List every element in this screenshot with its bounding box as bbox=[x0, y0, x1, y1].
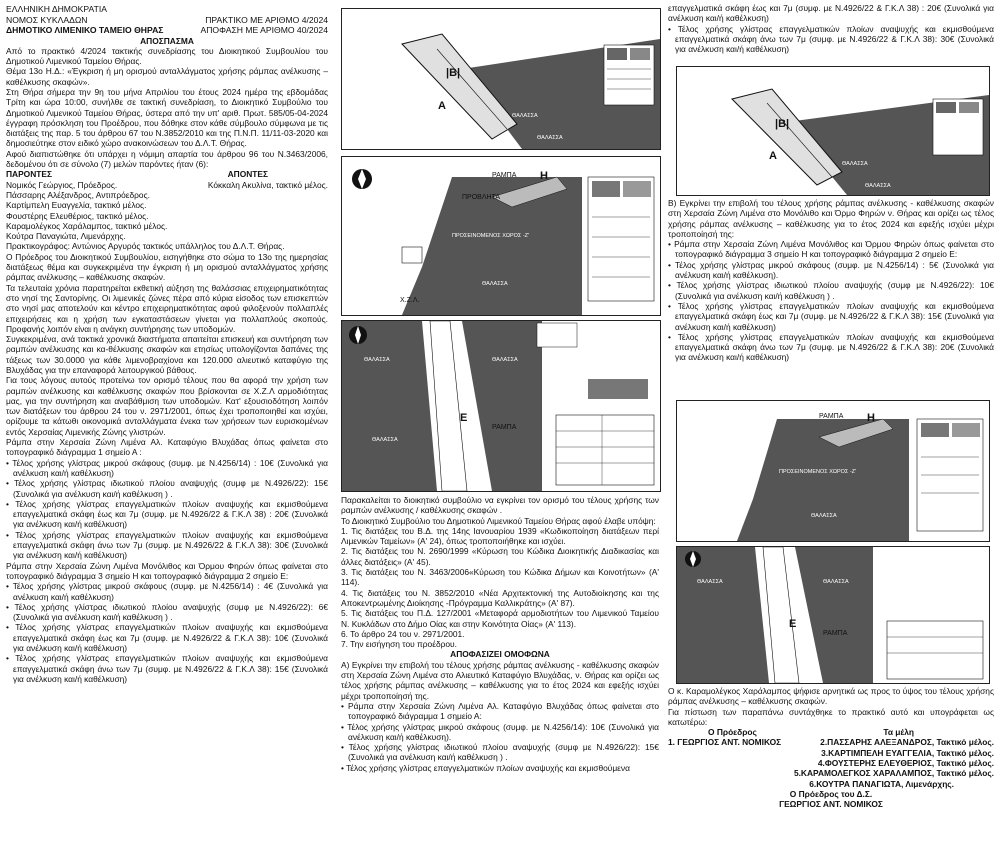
authority-name: ΔΗΜΟΤΙΚΟ ΛΙΜΕΝΙΚΟ ΤΑΜΕΙΟ ΘΗΡΑΣ bbox=[6, 25, 164, 35]
signature-headings bbox=[668, 727, 994, 737]
law-item: 3. Τις διατάξεις του Ν. 3463/2006«Κύρωση του Κώδικα Δήμων και Κοινοτήτων» (Α' 114). bbox=[341, 567, 659, 588]
promenade-label: ΠΡΟΒΛΗΤΑ bbox=[462, 194, 500, 201]
fee-item: • Τέλος χρήσης γλίστρας μικρού σκάφους (συμφ. με Ν.4256/14) : 5€ (Συνολικά για ανέλκυση και/ή καθέλκυση). bbox=[668, 259, 994, 281]
sea-label: ΘΑΛΑΣΣΑ bbox=[512, 113, 538, 119]
sea-area bbox=[462, 321, 542, 491]
law-item: 4. Τις διατάξεις του Ν. 3852/2010 «Νέα Αρχιτεκτονική της Αυτοδιοίκησης και της Αποκεντρωμένης Διοίκησης -Πρόγραμμα Καλλικράτης» (Α' 87). bbox=[341, 587, 659, 608]
document-title: ΑΠΟΣΠΑΣΜΑ bbox=[140, 35, 194, 46]
topographic-map-1 bbox=[341, 8, 661, 150]
fee-item: • Τέλος χρήσης γλίστρας επαγγελματικών πλοίων αναψυχής και εκμισθούμενα επαγγελματικά σκάφη άνω των 7μ (συμφ. με Ν.4926/22 & Γ.Κ.Λ 38): 30€ (Συνολικά για ανέλκυση και/ή καθέλκυση) bbox=[668, 23, 994, 55]
law-item: 5. Τις διατάξεις του Π.Δ. 127/2001 «Μεταφορά αρμοδιοτήτων του Λιμενικού Ταμείου Ν. Κυκλάδων στο Δήμο Οίας και στην Κοινότητα Οίας» (Α' 113). bbox=[341, 608, 659, 629]
minutes-number: ΠΡΑΚΤΙΚΟ ΜΕ ΑΡΙΘΜΟ 4/2024 bbox=[205, 14, 328, 25]
sea-label: ΘΑΛΑΣΣΑ bbox=[364, 357, 390, 363]
law-item: 2. Τις διατάξεις του Ν. 2690/1999 «Κύρωση του Κώδικα Διοικητικής Διαδικασίας και άλλες διατάξεις» (Α' 45). bbox=[341, 546, 659, 567]
ramp-monolithos-heading: Ράμπα στην Χερσαία Ζώνη Λιμένα Μονόλιθος και Όρμου Φηρών όπως φαίνεται στο τοπογραφικό διάγραμμα 3 σημείο Η και τοπογραφικό διάγραμμα 2 σημείο Ε: bbox=[6, 560, 328, 581]
area-label-h: Η bbox=[867, 412, 875, 424]
signature-row-1 bbox=[668, 737, 994, 747]
chair-proposal-paragraph: Ο Πρόεδρος του Διοικητικού Συμβουλίου, εισηγήθηκε στο σώμα το 13ο της ημερησίας διατάξεως θέμα και συγκεκριμένα την έγκριση ή μη ορισμού ανταλλάγματος χρήσης ράμπας ανέλκυσης – καθέλκυσης σκαφών. bbox=[6, 251, 328, 283]
considering-paragraph: Το Διοικητικό Συμβούλιο του Δημοτικού Λιμενικού Ταμείου Θήρας αφού έλαβε υπόψη: bbox=[341, 515, 656, 526]
present-member: Κούτρα Παναγιώτα, Λιμενάρχης. bbox=[6, 231, 126, 242]
law-item: 7. Την εισήγηση του προέδρου. bbox=[341, 639, 457, 650]
request-paragraph: Παρακαλείται το διοικητικό συμβούλιο να εγκρίνει τον ορισμό του τέλους χρήσης των ραμπών ανέλκυσης / καθέλκυσης σκαφών . bbox=[341, 495, 659, 516]
prefecture-text: ΝΟΜΟΣ ΚΥΚΛΑΔΩΝ bbox=[6, 14, 88, 25]
topographic-map-3-copy bbox=[676, 400, 990, 542]
negative-vote-paragraph: Ο κ. Καραμολέγκος Χαράλαμπος ψήφισε αρνητικά ως προς το ύψος του τέλους χρήσης ράμπας ανέλκυσης – καθέλκυσης σκαφών. bbox=[668, 686, 994, 707]
area-label-b: |Β| bbox=[446, 67, 461, 79]
ramp-label: ΡΑΜΠΑ bbox=[492, 172, 517, 179]
member-name: 6.ΚΟΥΤΡΑ ΠΑΝΑΓΙΩΤΑ, Λιμενάρχης. bbox=[809, 778, 954, 789]
area-label-e: Ε bbox=[789, 618, 797, 630]
ramp-monolithos-item: • Ράμπα στην Χερσαία Ζώνη Λιμένα Μονόλιθος και Όρμου Φηρών όπως φαίνεται στο τοπογραφικό διάγραμμα 3 σημείο Η και τοπογραφικό διάγραμμα 2 σημείο Ε: bbox=[668, 239, 994, 260]
certification-paragraph: Για πίστωση των παραπάνω συντάχθηκε το πρακτικό αυτό και υπογράφεται ως κατωτέρω: bbox=[668, 706, 994, 727]
area-label-a: Α bbox=[769, 150, 777, 162]
header-row-3 bbox=[6, 25, 328, 36]
clerk-line: Πρακτικογράφος: Αντώνιος Αργυρός τακτικός υπάλληλος του Δ.Λ.Τ. Θήρας. bbox=[6, 241, 285, 252]
member-name: 2.ΠΑΣΣΑΡΗΣ ΑΛΕΞΑΝΔΡΟΣ, Τακτικό μέλος. bbox=[820, 737, 994, 748]
sea-label: ΘΑΛΑΣΣΑ bbox=[865, 183, 891, 189]
fee-item-continued: επαγγελματικά σκάφη έως και 7μ (συμφ. με Ν.4926/22 & Γ.Κ.Λ 38) : 20€ (Συνολικά για ανέλκυση και/ή καθέλκυση) bbox=[668, 3, 994, 24]
left-column bbox=[6, 4, 328, 856]
present-member: Καραμολέγκος Χαράλαμπος, τακτικό μέλος. bbox=[6, 220, 168, 231]
fee-item: • Τέλος χρήσης γλίστρας ιδιωτικού πλοίου αναψυχής (συμφ με Ν.4926/22): 10€ (Συνολικά για ανέλκυση και/ή καθέλκυση ) . bbox=[668, 280, 994, 301]
chair-footer-name: ΓΕΩΡΓΙΟΣ ΑΝΤ. ΝΟΜΙΚΟΣ bbox=[779, 799, 883, 810]
decision-a-paragraph: Α) Εγκρίνει την επιβολή του τέλους χρήσης ράμπας ανέλκυσης - καθέλκυσης σκαφών στη Χερσαία Ζώνη Λιμένα στο Αλιευτικό Καταφύγιο Βλυχάδας, ν. Θήρας και ορίζει ως τέλος χρήσης ράμπας ανέλκυσης – καθέλκυσης για το έτος 2024 και εφεξής ισχύει μέχρι τροποποίησή της. bbox=[341, 659, 659, 701]
present-member: Φουστέρης Ελευθέριος, τακτικό μέλος. bbox=[6, 210, 149, 221]
chair-name: 1. ΓΕΩΡΓΙΟΣ ΑΝΤ. ΝΟΜΙΚΟΣ bbox=[668, 737, 782, 748]
proposal-paragraph: Για τους λόγους αυτούς προτείνω τον ορισμό τέλους που θα αφορά την χρήση των ραμπών ανέλκυσης και καθέλκυσης σκαφών που βρίσκονται σε Χ.Ζ.Λ αρμοδιότητας μας, για την συντήρηση και αναβάθμιση των υποδομών. Κατ' εξουσιοδότηση λοιπόν των διατάξεων του άρθρου 24 του ν. 2971/2001, όπως έχει τροποποιηθεί και ισχύει, ορίζουμε τα κάτωθι οικονομικά ανταλλάγματα ένεκα των χρήσεων των ευρισκομένων εντός Χερσαίας Λιμενικής Ζώνης γλιστρών. bbox=[6, 375, 328, 437]
right-middle-text bbox=[668, 198, 994, 394]
ramp-vlychada-item: • Ράμπα στην Χερσαία Ζώνη Λιμένα Αλ. Καταφύγιο Βλυχάδας όπως φαίνεται στο τοπογραφικό διάγραμμα 1 σημείο Α: bbox=[341, 700, 659, 722]
topographic-map-2 bbox=[341, 320, 661, 492]
chair-footer-title: Ο Πρόεδρος του Δ.Σ. bbox=[789, 788, 873, 799]
sea-area bbox=[342, 321, 437, 491]
area-label-h: Η bbox=[540, 170, 548, 182]
law-item: 6. Το άρθρο 24 του ν. 2971/2001. bbox=[341, 628, 465, 639]
header-row-2 bbox=[6, 15, 328, 26]
law-item: 1. Τις διατάξεις του Β.Δ. της 14ης Ιανουαρίου 1939 «Κωδικοποίηση διατάξεων περί Λιμενικών Ταμείων» (Α' 24), όπως τροποποιήθηκε και ισχύει. bbox=[341, 525, 659, 547]
meeting-paragraph: Στη Θήρα σήμερα την 9η του μήνα Απριλίου του έτους 2024 ημέρα της εβδομάδας Τρίτη και ώρα 10:00, συνήλθε σε τακτική συνεδρίαση, το Διοικητικό Συμβούλιο του Δημοτικού Λιμενικού Ταμείου Θήρας, ύστερα από την υπ' αριθ. Πρωτ. 585/05-04-2024 έγγραφη πρόσκληση του Προέδρου, που δόθηκε στον κάθε σύμβουλο σύμφωνα με τις διατάξεις της παρ. 5 του άρθρου 67 του Ν.3852/2010 και της Π.Ν.Π. 11/11-03-2020 και δημοσιεύτηκε στον ειδικό χώρο ανακοινώσεων του Δ.Λ.Τ. Θήρας. bbox=[6, 86, 328, 149]
fee-item: • Τέλος χρήσης γλίστρας επαγγελματικών πλοίων αναψυχής και εκμισθούμενα επαγγελματικά σκάφη έως και 7μ (συμφ. με Ν.4926/22 & Γ.Κ.Λ 38): 15€ (Συνολικά για ανέλκυση και/ή καθέλκυση) bbox=[668, 300, 994, 332]
topographic-map-1-copy bbox=[676, 66, 990, 196]
subject-paragraph: Θέμα 13ο Η.Δ.: «Έγκριση ή μη ορισμού ανταλλάγματος χρήσης ράμπας ανέλκυσης – καθέλκυσης σκαφών». bbox=[6, 66, 328, 87]
fee-item: • Τέλος χρήσης γλίστρας επαγγελματικών πλοίων αναψυχής και εκμισθούμενα επαγγελματικά σκάφη άνω των 7μ (συμφ. με Ν.4926/22 & Γ.Κ.Λ 38): 15€ (Συνολικά για ανέλκυση και/ή καθέλκυση) bbox=[6, 653, 328, 684]
sea-label: ΘΑΛΑΣΣΑ bbox=[372, 437, 398, 443]
fee-item: • Τέλος χρήσης γλίστρας μικρού σκάφους (συμφ. με Ν.4256/14) : 4€ (Συνολικά για ανέλκυση και/ή καθέλκυση) bbox=[6, 581, 328, 602]
fee-item: • Τέλος χρήσης γλίστρας επαγγελματικών πλοίων αναψυχής και εκμισθούμενα επαγγελματικά σκάφη έως και 7μ (συμφ. με Ν.4926/22 & Γ.Κ.Λ 38) : 20€ (Συνολικά για ανέλκυση και/ή καθέλκυση) bbox=[6, 498, 328, 530]
area-label-b: |Β| bbox=[775, 118, 790, 130]
area-label-e: Ε bbox=[460, 412, 468, 424]
ramp-label: ΡΑΜΠΑ bbox=[823, 630, 848, 637]
fee-item: • Τέλος χρήσης γλίστρας επαγγελματικών πλοίων αναψυχής και εκμισθούμενα bbox=[341, 762, 630, 773]
absent-heading: ΑΠΟΝΤΕΣ bbox=[227, 169, 268, 180]
members-heading: Τα μέλη bbox=[883, 727, 914, 738]
sea-label: ΘΑΛΑΣΣΑ bbox=[697, 579, 723, 585]
present-member: Πάσσαρης Αλέξανδρος, Αντιπρόεδρος. bbox=[6, 189, 150, 200]
fee-item: • Τέλος χρήσης γλίστρας επαγγελματικών πλοίων αναψυχής και εκμισθούμενα επαγγελματικά σκάφη άνω των 7μ (συμφ. με Ν.4926/22 & Γ.Κ.Λ 38): 20€ (Συνολικά για ανέλκυση και/ή καθέλκυση) bbox=[668, 331, 994, 363]
title-block bbox=[887, 621, 983, 679]
attendance-headings bbox=[6, 169, 328, 179]
right-top-text bbox=[668, 3, 994, 63]
intro-paragraph: Από το πρακτικό 4/2024 τακτικής συνεδρίασης του Διοικητικού Συμβουλίου του Δημοτικού Λιμενικού Ταμείου Θήρας. bbox=[6, 45, 328, 67]
sea-label: ΘΑΛΑΣΣΑ bbox=[811, 513, 837, 519]
area-label-a: Α bbox=[438, 100, 446, 112]
fee-item: • Τέλος χρήσης γλίστρας ιδιωτικού πλοίου αναψυχής (συμφ με Ν.4926/22): 15€ (Συνολικά για ανέλκυση και/ή καθέλκυση ) . bbox=[6, 478, 328, 499]
quorum-paragraph: Αφού διαπιστώθηκε ότι υπάρχει η νόμιμη απαρτία του άρθρου 96 του Ν.3463/2006, δεδομένου ότι σε σύνολο (7) μελών παρόντες ήταν (6): bbox=[6, 148, 328, 170]
ramp-label: ΡΑΜΠΑ bbox=[819, 413, 844, 420]
present-heading: ΠΑΡΟΝΤΕΣ bbox=[6, 169, 52, 180]
decision-number: ΑΠΟΦΑΣΗ ΜΕ ΑΡΙΘΜΟ 40/2024 bbox=[200, 25, 328, 35]
present-member: Νομικός Γεώργιος, Πρόεδρος. bbox=[6, 179, 118, 190]
attendance-first-row bbox=[6, 180, 328, 190]
header-row-1 bbox=[6, 4, 328, 15]
decision-b-paragraph: Β) Εγκρίνει την επιβολή του τέλους χρήσης ράμπας ανέλκυσης - καθέλκυσης σκαφών στη Χερσαία Ζώνη Λιμένα στο Μονόλιθο και Όρμο Φηρών ν. Θήρας και ορίζει ως τέλος χρήσης ράμπας ανέλκυσης – καθέλκυσης για το έτος 2024 και εφεξής ισχύει μέχρι τροποποίησή της: bbox=[668, 198, 994, 239]
title-block bbox=[556, 415, 654, 485]
fee-item: • Τέλος χρήσης γλίστρας ιδιωτικού πλοίου αναψυχής (συμφ με Ν.4926/22): 15€ (Συνολικά για ανέλκυση και/ή καθέλκυση ) . bbox=[341, 742, 659, 763]
member-name: 5.ΚΑΡΑΜΟΛΕΓΚΟΣ ΧΑΡΑΛΑΜΠΟΣ, Τακτικό μέλος. bbox=[793, 768, 994, 779]
sea-label: ΘΑΛΑΣΣΑ bbox=[823, 579, 849, 585]
fee-item: • Τέλος χρήσης γλίστρας επαγγελματικών πλοίων αναψυχής και εκμισθούμενα επαγγελματικά σκάφη άνω των 7μ (συμφ. με Ν.4926/22 & Γ.Κ.Λ 38): 30€ (Συνολικά για ανέλκυση και/ή καθέλκυση) bbox=[6, 529, 328, 561]
member-name: 3.ΚΑΡΤΙΜΠΕΛΗ ΕΥΑΓΓΕΛΙΑ, Τακτικό μέλος. bbox=[821, 747, 994, 758]
sea-label: ΘΑΛΑΣΣΑ bbox=[537, 135, 563, 141]
chair-heading: Ο Πρόεδρος bbox=[708, 727, 757, 738]
sea-label: ΘΑΛΑΣΣΑ bbox=[482, 281, 508, 287]
sea-label: ΘΑΛΑΣΣΑ bbox=[492, 357, 518, 363]
fee-item: • Τέλος χρήσης γλίστρας μικρού σκάφους (συμφ. με Ν.4256/14): 10€ (Συνολικά για ανέλκυση και/ή καθέλκυση). bbox=[341, 721, 659, 742]
member-name: 4.ΦΟΥΣΤΕΡΗΣ ΕΛΕΥΘΕΡΙΟΣ, Τακτικό μέλος. bbox=[817, 758, 994, 769]
fee-item: • Τέλος χρήσης γλίστρας επαγγελματικών πλοίων αναψυχής και εκμισθούμενα επαγγελματικά σκάφη έως και 7μ (συμφ. με Ν.4926/22 & Γ.Κ.Λ 38): 10€ (Συνολικά για ανέλκυση και/ή καθέλκυση) bbox=[6, 622, 328, 654]
pedestrian-zone-label: ΠΡΟΣΕΙΝΟΜΕΝΟΣ ΧΩΡΟΣ -Z' bbox=[452, 233, 530, 239]
sea-area bbox=[795, 547, 873, 683]
ramp-label: ΡΑΜΠΑ bbox=[492, 424, 517, 431]
zone-label: Χ.Ζ.Λ. bbox=[400, 297, 420, 304]
present-member: Καρτίμπελη Ευαγγελία, τακτικό μέλος. bbox=[6, 200, 147, 211]
fee-item: • Τέλος χρήσης γλίστρας ιδιωτικού πλοίου αναψυχής (συμφ με Ν.4926/22): 6€ (Συνολικά για ανέλκυση και/ή καθέλκυση ) . bbox=[6, 601, 328, 623]
sea-label: ΘΑΛΑΣΣΑ bbox=[842, 161, 868, 167]
republic-text: ΕΛΛΗΝΙΚΗ ΔΗΜΟΚΡΑΤΙΑ bbox=[6, 4, 107, 14]
costs-paragraph: Συγκεκριμένα, ανά τακτικά χρονικά διαστήματα απαιτείται επισκευή και συντήρηση των ραμπών ανέλκυσης και κα-θέλκυσης σκαφών και ετησίως υπολογίζονται δαπάνες της τάξεως των 30.0000 για κάθε λιμενοβραχίονα και 120.000 αλιευτικό καταφύγιο της Βλυχάδας για την επαναφορά λειτουργικού βάθους. bbox=[6, 334, 328, 375]
decision-heading: ΑΠΟΦΑΣΙΖΕΙ ΟΜΟΦΩΝΑ bbox=[450, 649, 550, 660]
topographic-map-2-copy bbox=[676, 546, 990, 684]
pedestrian-zone-label: ΠΡΟΣΕΙΝΟΜΕΝΟΣ ΧΩΡΟΣ -Z' bbox=[779, 469, 857, 475]
sea-area bbox=[677, 547, 769, 683]
absent-member: Κόκκαλη Ακυλίνα, τακτικό μέλος. bbox=[207, 179, 328, 190]
middle-column bbox=[341, 495, 659, 856]
ramp-vlychada-heading: Ράμπα στην Χερσαία Ζώνη Λιμένα Αλ. Καταφύγιο Βλυχάδας όπως φαίνεται στο τοπογραφικό διάγραμμα 1 σημείο Α : bbox=[6, 437, 328, 458]
context-paragraph: Τα τελευταία χρόνια παρατηρείται εκθετική αύξηση της θαλάσσιας επιχειρηματικότητας στο νησί της Σαντορίνης. Οι λιμενικές ζώνες πέρα από κύρια είσοδος των επισκεπτών στο νησί μας αποτελούν και κέντρο επιχειρηματικότητας αφού φιλοξενούν πολλαπλές επιχειρήσεις και η χρήση των εγκαταστάσεων γίνεται για πολλαπλούς σκοπούς. Προφανής λοιπόν είναι η ανάγκη συντήρησης των υποδομών. bbox=[6, 282, 328, 334]
right-bottom-text bbox=[668, 686, 994, 856]
fee-item: • Τέλος χρήσης γλίστρας μικρού σκάφους (συμφ. με Ν.4256/14) : 10€ (Συνολικά για ανέλκυση και/ή καθέλκυση) bbox=[6, 457, 328, 478]
topographic-map-3 bbox=[341, 156, 661, 316]
